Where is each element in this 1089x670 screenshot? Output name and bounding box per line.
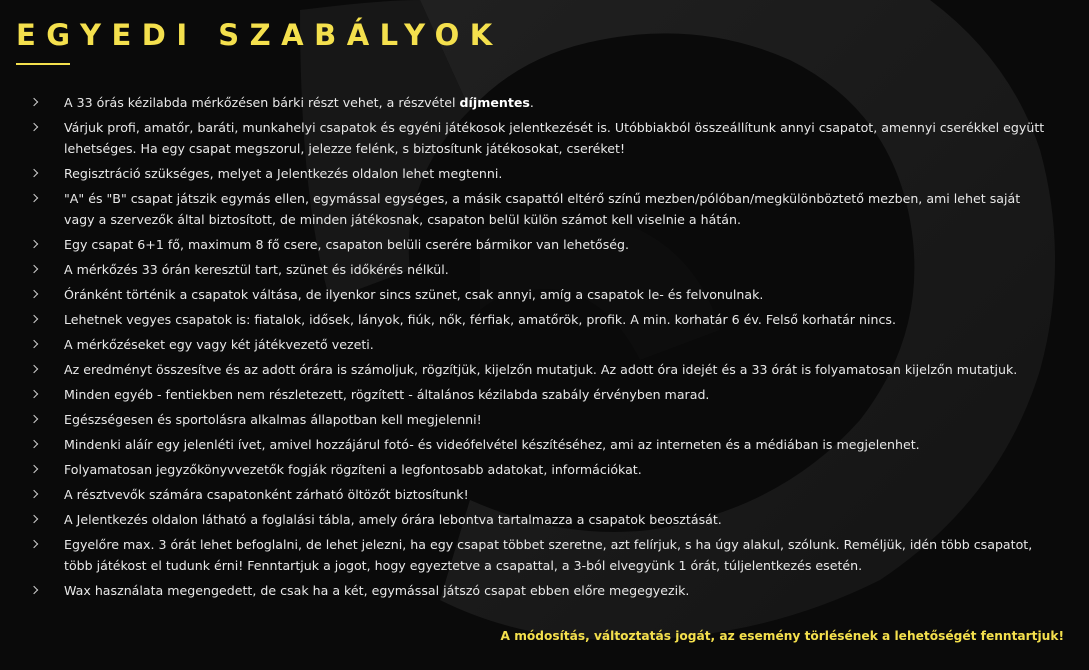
rule-text: A mérkőzés 33 órán keresztül tart, szünet és időkérés nélkül.	[64, 262, 449, 277]
rule-text: Lehetnek vegyes csapatok is: fiatalok, idősek, lányok, fiúk, nők, férfiak, amatőrök, profik. A min. korhatár 6 év. Felső korhatár nincs.	[64, 312, 896, 327]
rule-text: Az eredményt összesítve és az adott órára is számoljuk, rögzítjük, kijelzőn mutatjuk. Az adott óra idejét és a 33 órát is folyamatosan kijelzőn mutatjuk.	[64, 362, 1018, 377]
chevron-right-icon	[30, 465, 38, 473]
rule-text: A mérkőzéseket egy vagy két játékvezető vezeti.	[64, 337, 374, 352]
chevron-right-icon	[30, 123, 38, 131]
rule-text: Minden egyéb - fentiekben nem részletezett, rögzített - általános kézilabda szabály érvényben marad.	[64, 387, 710, 402]
chevron-right-icon	[30, 169, 38, 177]
chevron-right-icon	[30, 515, 38, 523]
rule-text: Egészségesen és sportolásra alkalmas állapotban kell megjelenni!	[64, 412, 482, 427]
rule-text-end: .	[529, 95, 534, 110]
chevron-right-icon	[30, 340, 38, 348]
chevron-right-icon	[30, 240, 38, 248]
rule-text: A 33 órás kézilabda mérkőzésen bárki részt vehet, a részvétel	[64, 95, 460, 110]
rule-text: A résztvevők számára csapatonként zárható öltözőt biztosítunk!	[64, 487, 469, 502]
rule-item	[0, 409, 1089, 430]
chevron-right-icon	[30, 540, 38, 548]
chevron-right-icon	[30, 440, 38, 448]
rule-text: Várjuk profi, amatőr, baráti, munkahelyi csapatok és egyéni játékosok jelentkezését is. Utóbbiakból összeállítunk annyi csapatot, amennyi cserékkel együtt lehetséges. Ha egy csapat megszorul, jelezze felénk, s biztosítunk játékosokat, cseréket!	[64, 120, 1045, 156]
rule-item	[0, 284, 1089, 305]
rule-item	[0, 359, 1089, 380]
rule-item	[0, 117, 1089, 159]
chevron-right-icon	[30, 586, 38, 594]
rule-item	[0, 234, 1089, 255]
rules-list	[0, 92, 1089, 605]
rule-item	[0, 534, 1089, 576]
rule-item	[0, 309, 1089, 330]
chevron-right-icon	[30, 390, 38, 398]
rule-text: Wax használata megengedett, de csak ha a két, egymással játszó csapat ebben előre megegyezik.	[64, 583, 690, 598]
chevron-right-icon	[30, 265, 38, 273]
rule-item	[0, 384, 1089, 405]
rule-item	[0, 459, 1089, 480]
chevron-right-icon	[30, 365, 38, 373]
rule-text: Egyelőre max. 3 órát lehet befoglalni, de lehet jelezni, ha egy csapat többet szeretne, azt felírjuk, s ha úgy alakul, szólunk. Reméljük, idén több csapatot, több játékost el tudunk érni! Fenntartjuk a jogot, hogy egyeztetve a csapattal, a 3-ból elvegyünk 1 órát, túljelentkezés esetén.	[64, 537, 1033, 573]
rule-item	[0, 163, 1089, 184]
rule-item	[0, 334, 1089, 355]
chevron-right-icon	[30, 315, 38, 323]
rule-item	[0, 484, 1089, 505]
rule-text: Folyamatosan jegyzőkönyvvezetők fogják rögzíteni a legfontosabb adatokat, információkat.	[64, 462, 642, 477]
rule-item	[0, 188, 1089, 230]
rule-item	[0, 259, 1089, 280]
rule-text: Óránként történik a csapatok váltása, de ilyenkor sincs szünet, csak annyi, amíg a csapatok le- és felvonulnak.	[64, 287, 764, 302]
rule-item	[0, 434, 1089, 455]
chevron-right-icon	[30, 290, 38, 298]
rule-item	[0, 509, 1089, 530]
page-title: EGYEDI SZABÁLYOK	[16, 18, 503, 52]
rule-highlight: díjmentes	[459, 95, 530, 110]
rule-text: Regisztráció szükséges, melyet a Jelentkezés oldalon lehet megtenni.	[64, 166, 503, 181]
chevron-right-icon	[30, 194, 38, 202]
disclaimer-text: A módosítás, változtatás jogát, az esemény törlésének a lehetőségét fenntartjuk!	[500, 629, 1064, 643]
rule-text: Mindenki aláír egy jelenléti ívet, amivel hozzájárul fotó- és videófelvétel készítéséhez, ami az interneten és a médiában is megjelenhet.	[64, 437, 920, 452]
chevron-right-icon	[30, 490, 38, 498]
rule-item	[0, 92, 1089, 113]
rule-text: A Jelentkezés oldalon látható a foglalási tábla, amely órára lebontva tartalmazza a csapatok beosztását.	[64, 512, 722, 527]
rule-item	[0, 580, 1089, 601]
rule-text: "A" és "B" csapat játszik egymás ellen, egymással egységes, a másik csapattól eltérő színű mezben/pólóban/megkülönböztető mezben, ami lehet saját vagy a szervezők által biztosított, de minden játékosnak, csapaton belül külön számot kell viselnie a hátán.	[64, 191, 1021, 227]
chevron-right-icon	[30, 415, 38, 423]
chevron-right-icon	[30, 98, 38, 106]
title-underline	[16, 63, 70, 65]
rule-text: Egy csapat 6+1 fő, maximum 8 fő csere, csapaton belüli cserére bármikor van lehetőség.	[64, 237, 630, 252]
